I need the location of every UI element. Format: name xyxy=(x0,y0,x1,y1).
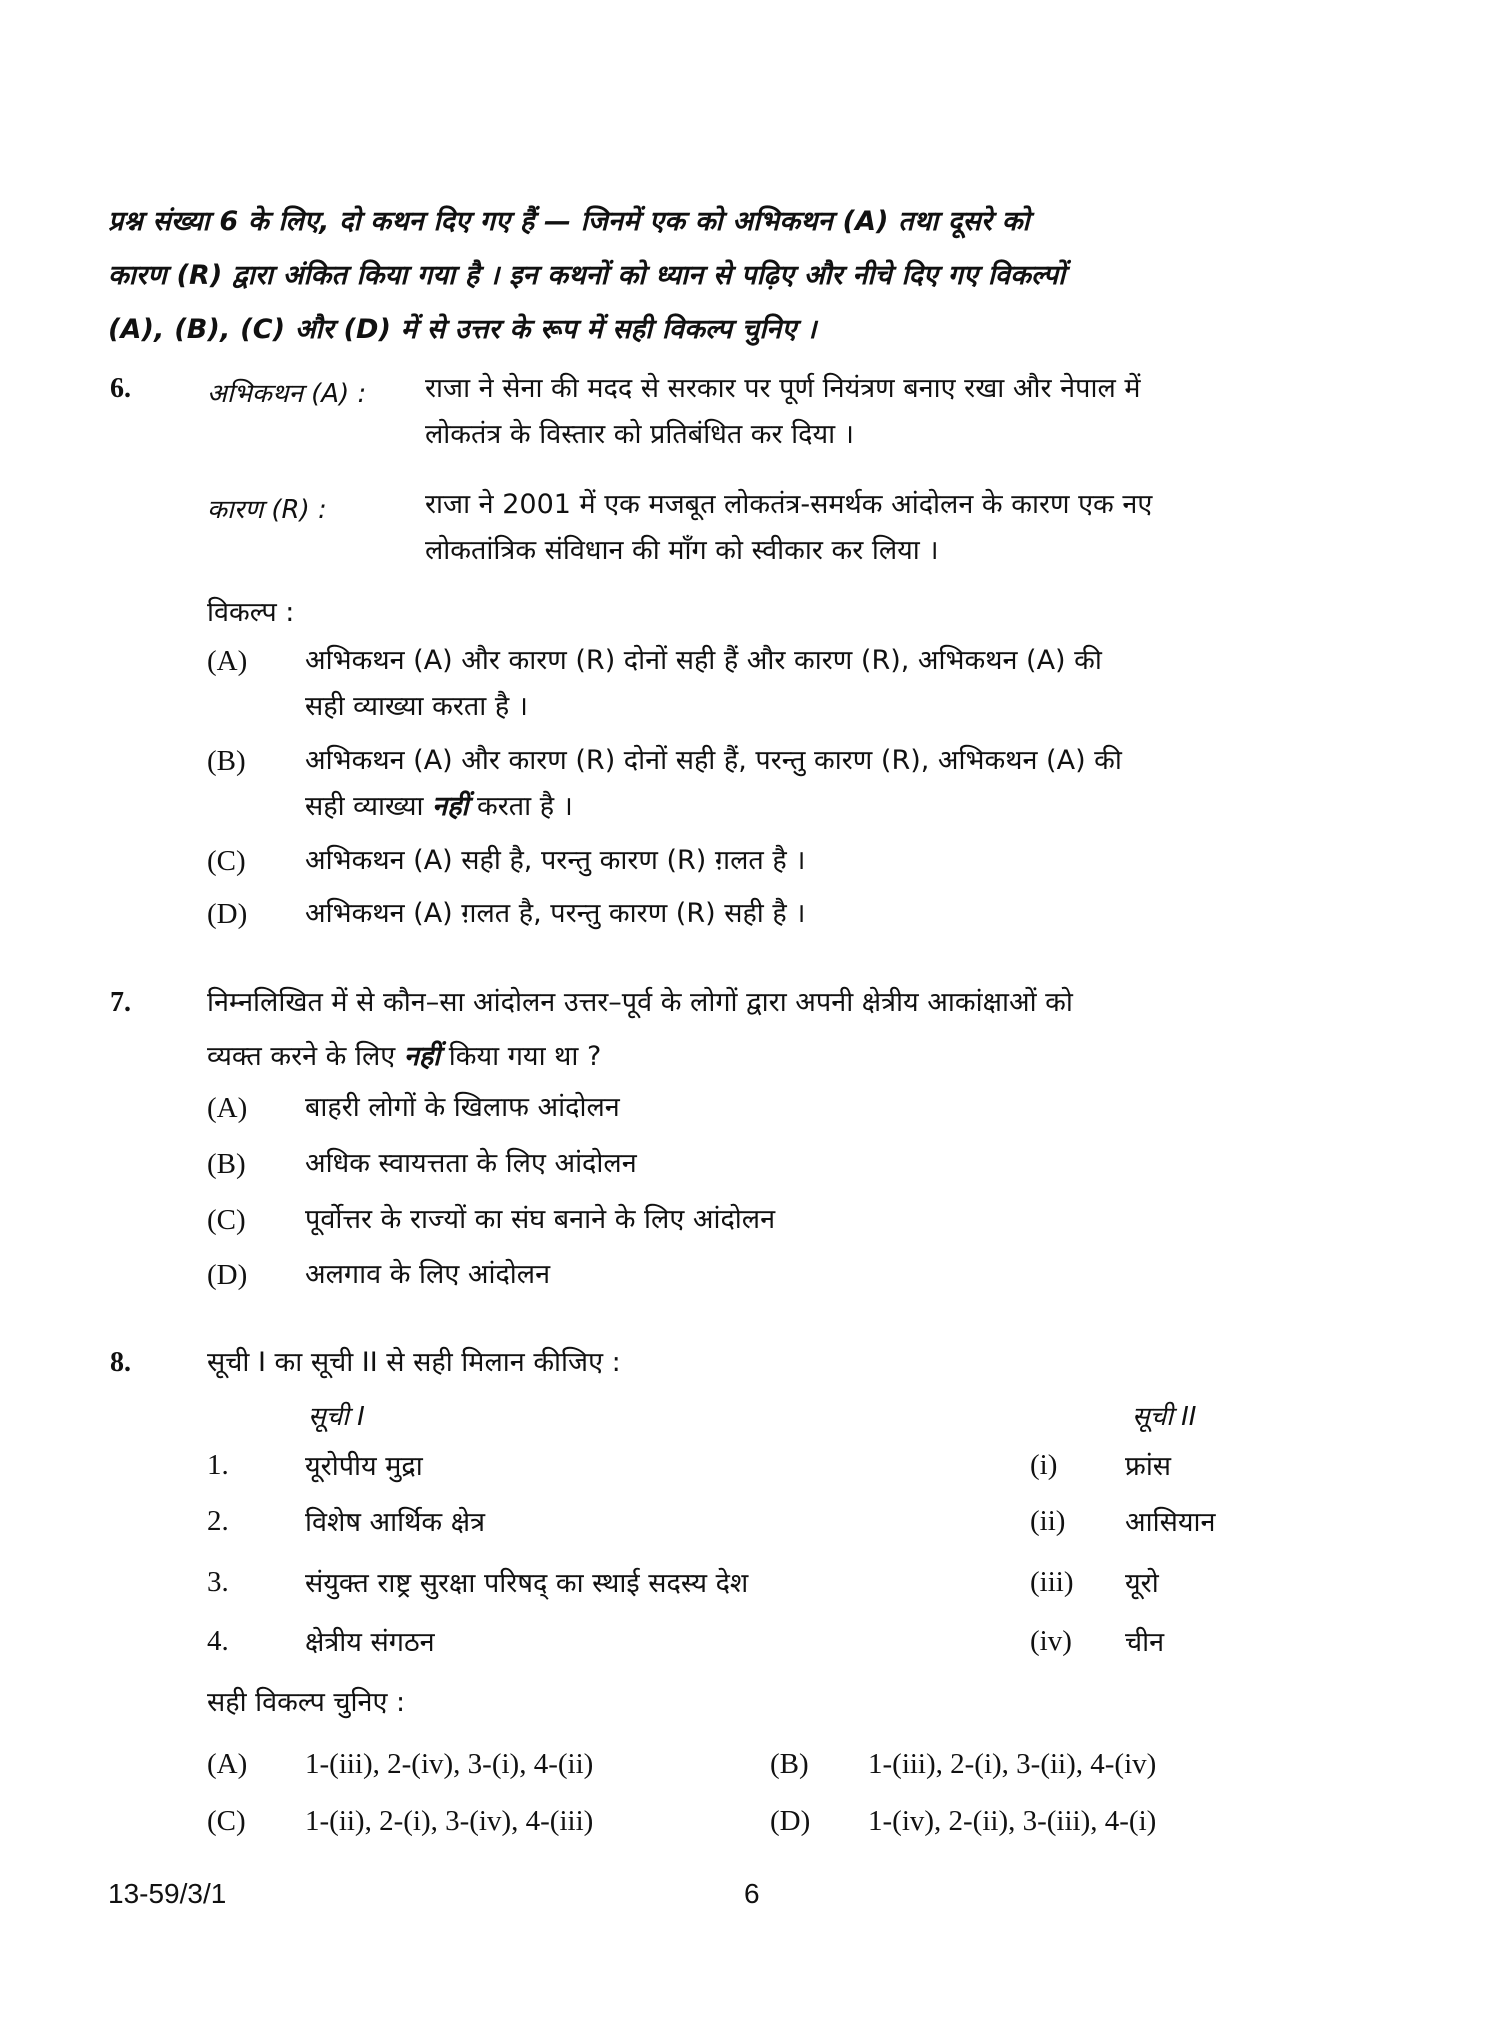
row-number: 3. xyxy=(207,1566,229,1598)
question-stem: सूची I का सूची II से सही मिलान कीजिए : xyxy=(207,1347,621,1378)
option-text: अधिक स्वायत्तता के लिए आंदोलन xyxy=(305,1148,637,1179)
roman-label: (iii) xyxy=(1030,1566,1074,1598)
roman-label: (iv) xyxy=(1030,1625,1072,1657)
option-letter: (B) xyxy=(770,1748,809,1780)
list-1-item: विशेष आर्थिक क्षेत्र xyxy=(305,1507,485,1538)
option-text: 1-(iii), 2-(iv), 3-(i), 4-(ii) xyxy=(305,1748,594,1780)
question-number: 6. xyxy=(110,373,131,404)
list-2-item: यूरो xyxy=(1125,1568,1159,1599)
paper-code: 13-59/3/1 xyxy=(108,1878,227,1909)
option-line-2 xyxy=(305,784,1122,830)
instructions-line-2: कारण (R) द्वारा अंकित किया गया है । इन कथनों को ध्यान से पढ़िए और नीचे दिए गए विकल्पों xyxy=(108,260,1066,291)
option-text: पूर्वोत्तर के राज्यों का संघ बनाने के लिए आंदोलन xyxy=(305,1204,776,1235)
question-stem xyxy=(207,980,1073,1080)
option-letter: (D) xyxy=(770,1805,811,1837)
page-number: 6 xyxy=(744,1878,760,1909)
assertion-label: अभिकथन (A) : xyxy=(207,379,367,409)
reason-label: कारण (R) : xyxy=(207,495,327,525)
option-text: 1-(iv), 2-(ii), 3-(iii), 4-(i) xyxy=(868,1805,1157,1837)
text-span: किया गया था ? xyxy=(440,1041,602,1072)
choose-label: सही विकल्प चुनिए : xyxy=(207,1687,406,1718)
option-line-1: अभिकथन (A) और कारण (R) दोनों सही हैं, परन्तु कारण (R), अभिकथन (A) की xyxy=(305,745,1122,776)
option-letter: (D) xyxy=(207,898,248,930)
text-span: करता है । xyxy=(468,791,573,822)
list-1-item: संयुक्त राष्ट्र सुरक्षा परिषद् का स्थाई सदस्य देश xyxy=(305,1568,749,1599)
option-text: अभिकथन (A) ग़लत है, परन्तु कारण (R) सही है । xyxy=(305,898,806,929)
stem-line-2 xyxy=(207,1034,1073,1080)
emphasis-not: नहीं xyxy=(403,1041,441,1072)
option-text: अभिकथन (A) सही है, परन्तु कारण (R) ग़लत है । xyxy=(305,845,806,876)
list-1-header: सूची I xyxy=(308,1402,365,1432)
option-text: बाहरी लोगों के खिलाफ आंदोलन xyxy=(305,1092,620,1123)
assertion-line-2: लोकतंत्र के विस्तार को प्रतिबंधित कर दिया । xyxy=(425,419,854,450)
option-letter: (D) xyxy=(207,1259,248,1291)
emphasis-not: नहीं xyxy=(432,791,469,822)
text-span: व्यक्त करने के लिए xyxy=(207,1041,404,1072)
option-letter: (C) xyxy=(207,845,246,877)
option-text: अलगाव के लिए आंदोलन xyxy=(305,1259,551,1290)
reason-line-1: राजा ने 2001 में एक मजबूत लोकतंत्र-समर्थक आंदोलन के कारण एक नए xyxy=(425,489,1153,520)
question-number: 8. xyxy=(110,1347,131,1378)
row-number: 4. xyxy=(207,1625,229,1657)
row-number: 2. xyxy=(207,1505,229,1537)
assertion-line-1: राजा ने सेना की मदद से सरकार पर पूर्ण नियंत्रण बनाए रखा और नेपाल में xyxy=(425,373,1141,404)
list-1-item: यूरोपीय मुद्रा xyxy=(305,1451,423,1482)
option-letter: (A) xyxy=(207,645,248,677)
list-1-item: क्षेत्रीय संगठन xyxy=(305,1627,435,1658)
text-span: सही व्याख्या xyxy=(305,791,433,822)
stem-line-1: निम्नलिखित में से कौन–सा आंदोलन उत्तर–पूर्व के लोगों द्वारा अपनी क्षेत्रीय आकांक्षाओं को xyxy=(207,987,1073,1018)
options-label: विकल्प : xyxy=(207,597,295,628)
roman-label: (i) xyxy=(1030,1449,1058,1481)
option-letter: (C) xyxy=(207,1204,246,1236)
list-2-header: सूची II xyxy=(1132,1402,1197,1432)
option-line-2: सही व्याख्या करता है । xyxy=(305,691,528,722)
instructions xyxy=(108,195,1333,357)
option-letter: (B) xyxy=(207,1148,246,1180)
option-letter: (B) xyxy=(207,745,246,777)
instructions-line-3: (A), (B), (C) और (D) में से उत्तर के रूप में सही विकल्प चुनिए । xyxy=(108,314,817,345)
option-line-1: अभिकथन (A) और कारण (R) दोनों सही हैं और कारण (R), अभिकथन (A) की xyxy=(305,645,1102,676)
assertion-text xyxy=(425,366,1140,458)
list-2-item: चीन xyxy=(1125,1627,1165,1658)
question-number: 7. xyxy=(110,987,131,1018)
option-letter: (C) xyxy=(207,1805,246,1837)
list-2-item: आसियान xyxy=(1125,1507,1216,1538)
instructions-line-1: प्रश्न संख्या 6 के लिए, दो कथन दिए गए हैं — जिनमें एक को अभिकथन (A) तथा दूसरे को xyxy=(108,206,1030,237)
option-letter: (A) xyxy=(207,1748,248,1780)
option-letter: (A) xyxy=(207,1092,248,1124)
option-text: 1-(ii), 2-(i), 3-(iv), 4-(iii) xyxy=(305,1805,594,1837)
row-number: 1. xyxy=(207,1449,229,1481)
option-text xyxy=(305,638,1102,730)
roman-label: (ii) xyxy=(1030,1505,1066,1537)
option-text xyxy=(305,738,1122,830)
option-text: 1-(iii), 2-(i), 3-(ii), 4-(iv) xyxy=(868,1748,1157,1780)
reason-text xyxy=(425,482,1152,574)
reason-line-2: लोकतांत्रिक संविधान की माँग को स्वीकार कर लिया । xyxy=(425,535,939,566)
list-2-item: फ्रांस xyxy=(1125,1451,1172,1482)
